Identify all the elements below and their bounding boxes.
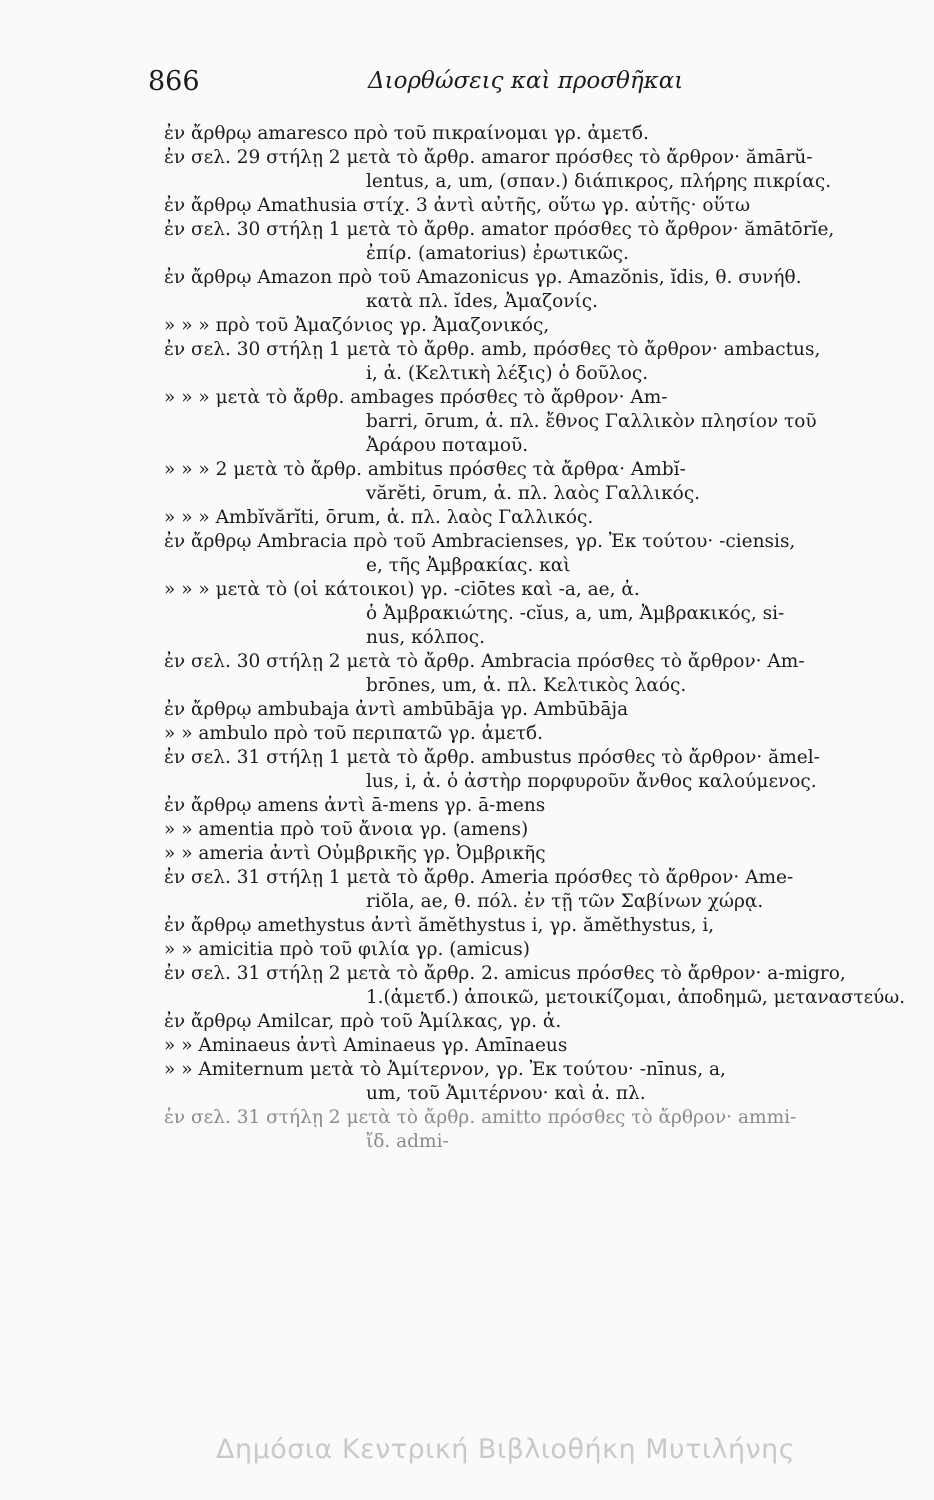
entry-line: barri, ōrum, ἀ. πλ. ἔθνος Γαλλικὸν πλησίον τοῦ bbox=[366, 411, 817, 432]
entry-line: ἐν ἄρθρῳ Amathusia στίχ. 3 ἀντὶ αὐτῆς, οὕτω γρ. αὐτῆς· οὕτω bbox=[164, 195, 751, 216]
entry-line: » » ameria ἀντὶ Οὐμβρικῆς γρ. Ὀμβρικῆς bbox=[164, 843, 546, 864]
entry-line: ἐν σελ. 31 στήλῃ 1 μετὰ τὸ ἄρθρ. Ameria πρόσθες τὸ ἄρθρον· Ame- bbox=[164, 867, 794, 888]
entry-line: lentus, a, um, (σπαν.) διάπικρος, πλήρης πικρίας. bbox=[366, 171, 832, 192]
entry-line: ἐν σελ. 31 στήλῃ 2 μετὰ τὸ ἄρθρ. 2. amicus πρόσθες τὸ ἄρθρον· a-migro, bbox=[164, 963, 846, 984]
entry-line: » » ambulo πρὸ τοῦ περιπατῶ γρ. ἀμετб. bbox=[164, 723, 543, 744]
entry-line: ἐν σελ. 30 στήλῃ 2 μετὰ τὸ ἄρθρ. Ambracia πρόσθες τὸ ἄρθρον· Am- bbox=[164, 651, 805, 672]
entry-line: lus, i, ἀ. ὁ ἀστὴρ πορφυροῦν ἄνθος καλούμενος. bbox=[366, 771, 817, 792]
entry-line: ἐν σελ. 31 στήλῃ 2 μετὰ τὸ ἄρθρ. amitto πρόσθες τὸ ἄρθρον· ammi- bbox=[164, 1107, 797, 1128]
entry-line: ἐν σελ. 29 στήλῃ 2 μετὰ τὸ ἄρθρ. amaror πρόσθες τὸ ἄρθρον· ămārŭ- bbox=[164, 147, 813, 168]
entry-line: 1.(ἀμετб.) ἀποικῶ, μετοικίζομαι, ἀποδημῶ, μεταναστεύω. bbox=[366, 987, 906, 1008]
entry-line: ὁ Ἀμβρακιώτης. -cĭus, a, um, Ἀμβρακικός, si- bbox=[366, 603, 785, 624]
entry-line: ἐν ἄρθρῳ Amazon πρὸ τοῦ Amazonicus γρ. Amazŏnis, ĭdis, θ. συνήθ. bbox=[164, 267, 802, 288]
entry-line: ἐν ἄρθρῳ amaresco πρὸ τοῦ πικραίνομαι γρ. ἀμετб. bbox=[164, 123, 649, 144]
entry-line: ἐν ἄρθρῳ Ambracia πρὸ τοῦ Ambracienses, γρ. Ἐκ τούτου· -ciensis, bbox=[164, 531, 796, 552]
entry-line: um, τοῦ Ἀμιτέρνου· καὶ ἀ. πλ. bbox=[366, 1083, 646, 1104]
page-number: 866 bbox=[148, 66, 200, 97]
entry-line: ἐν ἄρθρῳ Amilcar, πρὸ τοῦ Ἀμίλκας, γρ. ἀ. bbox=[164, 1011, 562, 1032]
entry-line: ἐν σελ. 31 στήλῃ 1 μετὰ τὸ ἄρθρ. ambustus πρόσθες τὸ ἄρθρον· ămel- bbox=[164, 747, 820, 768]
entry-line: e, τῆς Ἀμβρακίας. καὶ bbox=[366, 555, 571, 576]
entry-line: » » Aminaeus ἀντὶ Aminaeus γρ. Amīnaeus bbox=[164, 1035, 568, 1056]
entry-line: » » » Ambĭvărĭti, ōrum, ἀ. πλ. λαὸς Γαλλικός. bbox=[164, 507, 594, 528]
entry-line: » » » μετὰ τὸ (οἱ κάτοικοι) γρ. -ciōtes καὶ -a, ae, ἀ. bbox=[164, 579, 640, 600]
entry-line: riŏla, ae, θ. πόλ. ἐν τῇ τῶν Σαβίνων χώρᾳ. bbox=[366, 891, 764, 912]
entry-line: » » » μετὰ τὸ ἄρθρ. ambages πρόσθες τὸ ἄρθρον· Am- bbox=[164, 387, 668, 408]
entry-line: ἴδ. admi- bbox=[366, 1131, 449, 1152]
entry-line: vărĕti, ōrum, ἀ. πλ. λαὸς Γαλλικός. bbox=[366, 483, 701, 504]
entry-line: » » amicitia πρὸ τοῦ φιλία γρ. (amicus) bbox=[164, 939, 530, 960]
entry-line: ἐν ἄρθρῳ ambubaja ἀντὶ ambūbāja γρ. Ambūbāja bbox=[164, 699, 629, 720]
entry-line: κατὰ πλ. ĭdes, Ἀμαζονίς. bbox=[366, 291, 599, 312]
entry-line: ἐν ἄρθρῳ amens ἀντὶ ā-mens γρ. ā-mens bbox=[164, 795, 546, 816]
entry-line: ἐν ἄρθρῳ amethystus ἀντὶ ămĕthystus i, γρ. ămĕthystus, i, bbox=[164, 915, 715, 936]
entry-line: » » » πρὸ τοῦ Ἀμαζόνιος γρ. Ἀμαζονικός, bbox=[164, 315, 550, 336]
entry-line: i, ἀ. (Κελτικὴ λέξις) ὁ δοῦλος. bbox=[366, 363, 649, 384]
entry-line: » » » 2 μετὰ τὸ ἄρθρ. ambitus πρόσθες τὰ ἄρθρα· Ambĭ- bbox=[164, 459, 686, 480]
entry-line: brōnes, um, ἀ. πλ. Κελτικὸς λαός. bbox=[366, 675, 687, 696]
library-watermark: Δημόσια Κεντρική Βιβλιοθήκη Μυτιλήνης bbox=[216, 1434, 796, 1465]
entry-line: ἐπίρ. (amatorius) ἐρωτικῶς. bbox=[366, 243, 629, 264]
entry-line: » » Amiternum μετὰ τὸ Ἀμίτερνον, γρ. Ἐκ τούτου· -nīnus, a, bbox=[164, 1059, 726, 1080]
entry-line: » » amentia πρὸ τοῦ ἄνοια γρ. (amens) bbox=[164, 819, 529, 840]
entry-line: ἐν σελ. 30 στήλῃ 1 μετὰ τὸ ἄρθρ. amb, πρόσθες τὸ ἄρθρον· ambactus, bbox=[164, 339, 821, 360]
entry-line: Ἀράρου ποταμοῦ. bbox=[366, 435, 529, 456]
entry-line: nus, κόλπος. bbox=[366, 627, 486, 648]
entry-line: ἐν σελ. 30 στήλῃ 1 μετὰ τὸ ἄρθρ. amator πρόσθες τὸ ἄρθρον· ămātōrĭe, bbox=[164, 219, 835, 240]
running-head: Διορθώσεις καὶ προσθῆκαι bbox=[368, 68, 684, 94]
